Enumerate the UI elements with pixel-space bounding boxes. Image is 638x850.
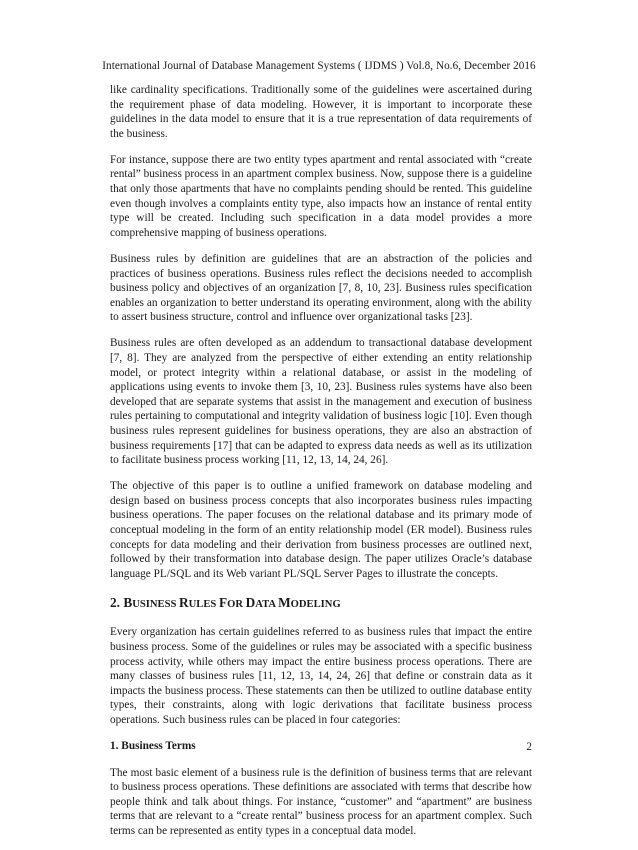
paragraph-4: Business rules are often developed as an addendum to transactional database development [7, 8]. They are analyzed from the perspective of either extending an entity relationship model, or protect integrity within a relational database, or assist in the modeling of applications using events to invoke them [3, 10, 23]. Business rules systems have also been developed that are separate systems that assist in the management and execution of business rules pertaining to computational and integrity validation of business logic [10]. Even though business rules represent guidelines for business operations, they are also an abstraction of business requirements [17] that can be adapted to express data needs as well as its utilization to facilitate business process working [11, 12, 13, 14, 24, 26]. — [110, 337, 532, 467]
paragraph-3: Business rules by definition are guidelines that are an abstraction of the policies and practices of business operations. Business rules reflect the decisions needed to accomplish business policy and objectives of an organization [7, 8, 10, 23]. Business rules specification enables an organization to better understand its operating environment, along with the ability to assert business structure, control and influence over organizational tasks [23]. — [110, 252, 532, 324]
section-number: 2. — [110, 595, 120, 611]
section-title-word-5: MODELING — [278, 595, 341, 611]
paragraph-5: The objective of this paper is to outline a unified framework on database modeling and design based on business process concepts that also incorporates business rules impacting business operations. The paper focuses on the relational database and its primary mode of conceptual modeling in the form of an entity relationship model (ER model). Business rules concepts for data modeling and their derivation from business processes are outlined next, followed by their transformation into database design. The paper utilizes Oracle’s database language PL/SQL and its Web variant PL/SQL Server Pages to illustrate the concepts. — [110, 480, 532, 580]
section-paragraph: Every organization has certain guidelines referred to as business rules that impact the entire business process. Some of the guidelines or rules may be associated with a specific business process activity, while others may impact the entire business process operations. There are many classes of business rules [11, 12, 13, 14, 24, 26] that define or constrain data as it impacts the business process. These statements can then be utilized to outline database entity types, their constraints, along with logic derivations that facilitate business process operations. Such business rules can be placed in four categories: — [110, 626, 532, 726]
subsection-paragraph: The most basic element of a business rule is the definition of business terms that are relevant to business process operations. These definitions are associated with terms that describe how people think and talk about things. For instance, “customer” and “apartment” are business terms that are relevant to a “create rental” business process for an apartment complex. Such terms can be represented as entity types in a conceptual data model. — [110, 766, 532, 838]
section-title-word-4: DATA — [245, 595, 279, 611]
running-header: International Journal of Database Management Systems ( IJDMS ) Vol.8, No.6, December 2016 — [102, 60, 536, 72]
section-title-word-3: FOR — [218, 595, 246, 611]
paragraph-1: like cardinality specifications. Traditionally some of the guidelines were ascertained during the requirement phase of data modeling. However, it is important to incorporate these guidelines in the data model to ensure that it is a true representation of data requirements of the business. — [110, 84, 532, 140]
page-number: 2 — [526, 741, 532, 753]
section-title-word-1: BUSINESS — [123, 595, 180, 611]
subsection-heading: 1. Business Terms — [110, 740, 196, 753]
section-title-word-2: RULES — [179, 595, 219, 611]
paragraph-2: For instance, suppose there are two entity types apartment and rental associated with “create rental” business process in an apartment complex business. Now, suppose there is a guideline that only those apartments that have no complaints pending should be rented. This guideline even though involves a complaints entity type, also impacts how an instance of rental entity type will be created. Including such specification in a data model provides a more comprehensive mapping of business operations. — [110, 153, 532, 239]
section-heading — [110, 595, 532, 613]
body-text — [110, 83, 532, 850]
